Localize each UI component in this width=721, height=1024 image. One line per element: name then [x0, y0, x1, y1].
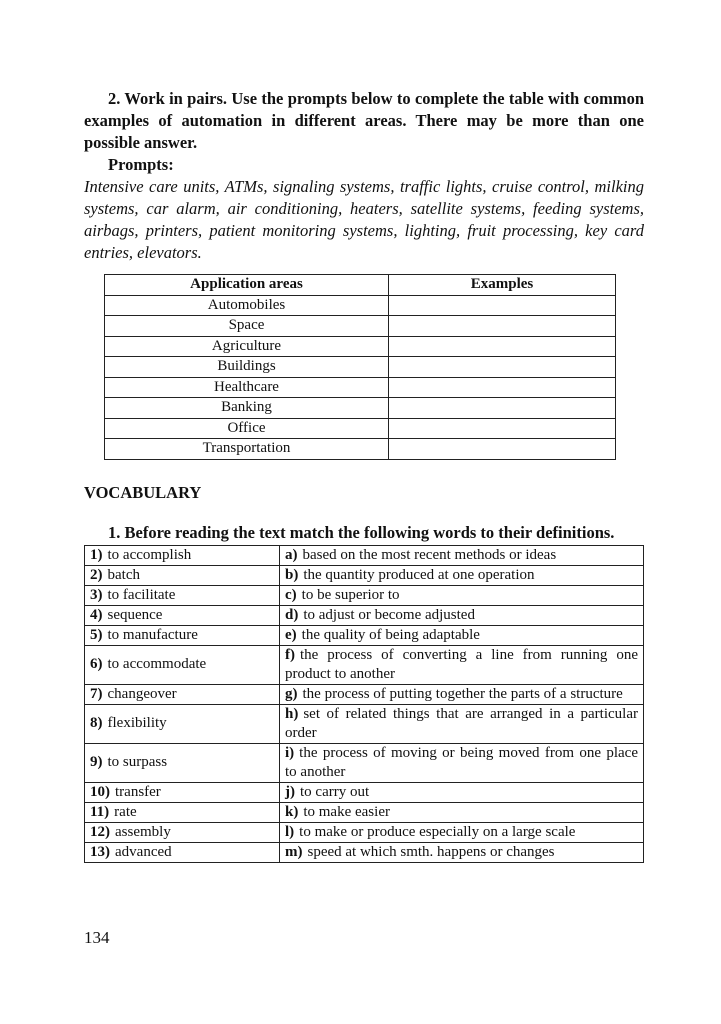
definition-cell	[280, 684, 644, 704]
table-row	[85, 565, 644, 585]
word-cell	[85, 684, 280, 704]
word-cell	[85, 645, 280, 684]
definition-letter: m)	[285, 843, 303, 860]
definition-letter: e)	[285, 626, 297, 643]
examples-cell[interactable]	[389, 295, 616, 316]
definition-letter: j)	[285, 783, 295, 800]
word-number: 10)	[90, 783, 110, 800]
word-text: to facilitate	[107, 586, 176, 603]
area-cell: Office	[105, 418, 389, 439]
definition-letter: d)	[285, 606, 299, 623]
column-header: Application areas	[105, 275, 389, 296]
table-header-row	[105, 275, 616, 296]
word-number: 11)	[90, 803, 110, 820]
definition-text: set of related things that are arranged in a particular order	[285, 705, 638, 741]
word-number: 9)	[90, 754, 103, 770]
examples-cell[interactable]	[389, 439, 616, 460]
table-row	[85, 605, 644, 625]
definition-cell	[280, 625, 644, 645]
examples-cell[interactable]	[389, 398, 616, 419]
word-text: transfer	[115, 783, 161, 800]
definition-cell	[280, 743, 644, 782]
table-row	[85, 645, 644, 684]
word-number: 4)	[90, 606, 103, 623]
definition-letter: i)	[285, 744, 295, 761]
prompts-text: Intensive care units, ATMs, signaling systems, traffic lights, cruise control, milking systems, car alarm, air conditioning, heaters, satellite systems, feeding systems, airbags, printers, patient monitoring systems, lighting, fruit processing, key card entries, elevators.	[84, 177, 644, 262]
definition-cell	[280, 842, 644, 862]
word-cell	[85, 565, 280, 585]
table-row	[105, 336, 616, 357]
page-number: 134	[84, 928, 110, 947]
word-number: 5)	[90, 626, 103, 643]
table-row	[85, 743, 644, 782]
definition-cell	[280, 645, 644, 684]
table-row	[105, 357, 616, 378]
definition-cell	[280, 704, 644, 743]
definition-text: the process of converting a line from running one product to another	[285, 646, 638, 682]
definition-cell	[280, 782, 644, 802]
examples-cell[interactable]	[389, 336, 616, 357]
word-cell	[85, 625, 280, 645]
definition-letter: g)	[285, 685, 298, 702]
task-2-instructions: 2. Work in pairs. Use the prompts below to complete the table with common examples of automation in different areas. There may be more than one possible answer.	[84, 89, 644, 152]
word-text: to surpass	[107, 754, 168, 770]
definition-text: the quality of being adaptable	[301, 626, 480, 643]
word-cell	[85, 743, 280, 782]
definition-cell	[280, 565, 644, 585]
examples-cell[interactable]	[389, 316, 616, 337]
word-text: to accommodate	[107, 656, 207, 672]
area-cell: Buildings	[105, 357, 389, 378]
table-row	[105, 316, 616, 337]
table-row	[105, 398, 616, 419]
definition-letter: b)	[285, 566, 299, 583]
application-areas-table	[104, 274, 616, 460]
word-text: advanced	[115, 843, 172, 860]
page-content	[84, 88, 644, 863]
column-header: Examples	[389, 275, 616, 296]
word-cell	[85, 842, 280, 862]
definition-text: the process of putting together the parts of a structure	[302, 685, 623, 702]
definition-text: based on the most recent methods or ideas	[302, 546, 557, 563]
word-number: 3)	[90, 586, 103, 603]
word-text: sequence	[107, 606, 163, 623]
table-row	[85, 625, 644, 645]
definition-text: the quantity produced at one operation	[303, 566, 535, 583]
word-text: flexibility	[107, 715, 167, 731]
word-cell	[85, 704, 280, 743]
word-number: 2)	[90, 566, 103, 583]
definition-text: to make easier	[303, 803, 390, 820]
table-row	[85, 782, 644, 802]
definition-letter: l)	[285, 823, 295, 840]
area-cell: Banking	[105, 398, 389, 419]
definition-text: speed at which smth. happens or changes	[307, 843, 555, 860]
table-row	[85, 704, 644, 743]
definition-cell	[280, 545, 644, 565]
area-cell: Space	[105, 316, 389, 337]
word-cell	[85, 802, 280, 822]
word-number: 12)	[90, 823, 110, 840]
definition-cell	[280, 802, 644, 822]
definition-cell	[280, 585, 644, 605]
word-text: batch	[107, 566, 140, 583]
definition-cell	[280, 605, 644, 625]
table-row	[85, 842, 644, 862]
word-text: to manufacture	[107, 626, 198, 643]
definition-letter: f)	[285, 646, 295, 663]
definition-letter: c)	[285, 586, 297, 603]
word-cell	[85, 822, 280, 842]
definition-text: to make or produce especially on a large scale	[299, 823, 576, 840]
definition-text: the process of moving or being moved from one place to another	[285, 744, 638, 780]
word-number: 8)	[90, 715, 103, 731]
definition-letter: k)	[285, 803, 299, 820]
table-row	[105, 295, 616, 316]
area-cell: Healthcare	[105, 377, 389, 398]
word-cell	[85, 545, 280, 565]
word-text: changeover	[107, 685, 177, 702]
definition-text: to carry out	[300, 783, 370, 800]
word-number: 1)	[90, 546, 103, 563]
area-cell: Transportation	[105, 439, 389, 460]
table-row	[85, 802, 644, 822]
table-row	[105, 418, 616, 439]
table-row	[85, 585, 644, 605]
area-cell: Agriculture	[105, 336, 389, 357]
word-cell	[85, 782, 280, 802]
word-text: assembly	[115, 823, 171, 840]
definition-letter: h)	[285, 705, 299, 722]
vocabulary-heading: VOCABULARY	[84, 482, 202, 502]
word-cell	[85, 605, 280, 625]
table-row	[85, 822, 644, 842]
table-row	[85, 684, 644, 704]
prompts-label: Prompts:	[108, 155, 174, 174]
table-row	[85, 545, 644, 565]
word-number: 6)	[90, 656, 103, 672]
definition-text: to adjust or become adjusted	[303, 606, 475, 623]
definition-cell	[280, 822, 644, 842]
word-text: rate	[114, 803, 137, 820]
vocabulary-task-instructions: 1. Before reading the text match the following words to their definitions.	[108, 522, 615, 542]
word-text: to accomplish	[107, 546, 192, 563]
table-row	[105, 439, 616, 460]
examples-cell[interactable]	[389, 418, 616, 439]
definition-letter: a)	[285, 546, 298, 563]
definition-text: to be superior to	[301, 586, 400, 603]
word-number: 13)	[90, 843, 110, 860]
table-row	[105, 377, 616, 398]
word-cell	[85, 585, 280, 605]
area-cell: Automobiles	[105, 295, 389, 316]
examples-cell[interactable]	[389, 357, 616, 378]
examples-cell[interactable]	[389, 377, 616, 398]
vocabulary-match-table	[84, 545, 644, 863]
word-number: 7)	[90, 685, 103, 702]
